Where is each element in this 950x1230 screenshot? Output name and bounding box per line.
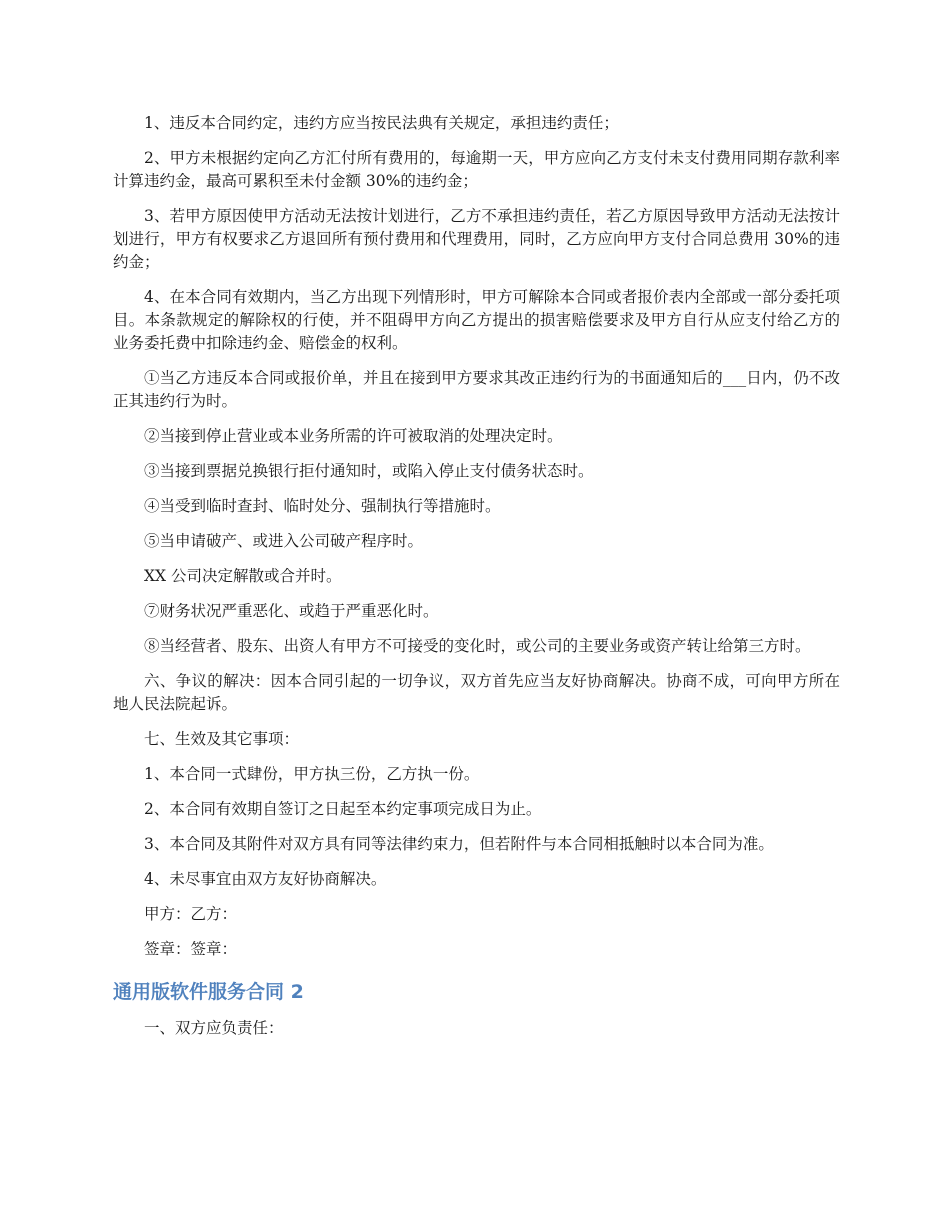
party-line: 甲方：乙方：	[144, 905, 238, 923]
clause-paragraph: 1、违反本合同约定，违约方应当按民法典有关规定，承担违约责任；	[144, 114, 619, 132]
clause-paragraph: 3、本合同及其附件对双方具有同等法律约束力，但若附件与本合同相抵触时以本合同为准。	[144, 835, 774, 853]
clause-list-item: XX 公司决定解散或合并时。	[144, 567, 342, 585]
clause-list-item: ③当接到票据兑换银行拒付通知时，或陷入停止支付债务状态时。	[144, 462, 594, 480]
signature-line: 签章：签章：	[144, 940, 238, 958]
clause-paragraph: 1、本合同一式肆份，甲方执三份，乙方执一份。	[144, 765, 480, 783]
clause-paragraph: 2、本合同有效期自签订之日起至本约定事项完成日为止。	[144, 800, 542, 818]
dispute-clause: 六、争议的解决：因本合同引起的一切争议，双方首先应当友好协商解决。协商不成，可向甲方所在地人民法院起诉。	[113, 672, 840, 713]
clause-paragraph: 一、双方应负责任：	[144, 1019, 284, 1037]
document-page	[113, 112, 840, 1052]
clause-list-item: ①当乙方违反本合同或报价单，并且在接到甲方要求其改正违约行为的书面通知后的___日内，仍不改正其违约行为时。	[113, 369, 840, 410]
clause-list-item: ⑤当申请破产、或进入公司破产程序时。	[144, 532, 424, 550]
clause-list-item: ②当接到停止营业或本业务所需的许可被取消的处理决定时。	[144, 427, 563, 445]
section-subheading: 七、生效及其它事项：	[144, 730, 300, 748]
clause-list-item: ⑧当经营者、股东、出资人有甲方不可接受的变化时，或公司的主要业务或资产转让给第三方时。	[144, 637, 811, 655]
clause-paragraph: 4、未尽事宜由双方友好协商解决。	[144, 870, 387, 888]
clause-paragraph: 3、若甲方原因使甲方活动无法按计划进行，乙方不承担违约责任，若乙方原因导致甲方活动无法按计划进行，甲方有权要求乙方退回所有预付费用和代理费用，同时，乙方应向甲方支付合同总费用 30%的违约金；	[113, 207, 840, 271]
clause-paragraph: 4、在本合同有效期内，当乙方出现下列情形时，甲方可解除本合同或者报价表内全部或一部分委托项目。本条款规定的解除权的行使，并不阻碍甲方向乙方提出的损害赔偿要求及甲方自行从应支付给乙方的业务委托费中扣除违约金、赔偿金的权利。	[113, 288, 840, 352]
section-heading: 通用版软件服务合同 2	[113, 981, 304, 1003]
clause-list-item: ④当受到临时查封、临时处分、强制执行等措施时。	[144, 497, 501, 515]
clause-list-item: ⑦财务状况严重恶化、或趋于严重恶化时。	[144, 602, 439, 620]
clause-paragraph: 2、甲方未根据约定向乙方汇付所有费用的，每逾期一天，甲方应向乙方支付未支付费用同期存款利率计算违约金，最高可累积至未付金额 30%的违约金；	[113, 149, 840, 190]
